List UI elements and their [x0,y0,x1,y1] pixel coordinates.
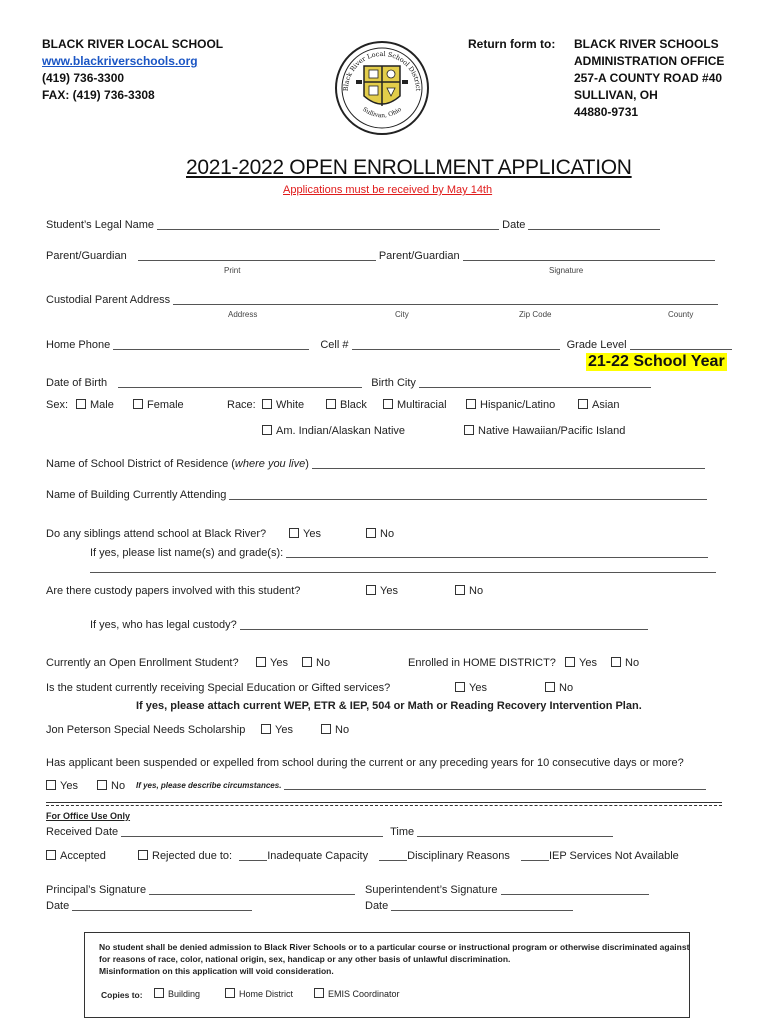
siblings-follow-label: If yes, please list name(s) and grade(s): [90,547,284,559]
race-am-indian-option[interactable] [262,425,405,437]
dob-field[interactable] [118,387,362,388]
option-label: Accepted [60,850,106,862]
option-label: Native Hawaiian/Pacific Island [478,425,626,437]
signature-caption: Signature [549,266,584,275]
sex-male-option[interactable] [76,399,114,411]
page-title: 2021-2022 OPEN ENROLLMENT APPLICATION [186,156,632,179]
checkbox[interactable] [455,585,465,595]
option-label: Asian [592,399,620,411]
rejected-checkbox[interactable] [138,850,148,860]
building-field[interactable] [229,499,707,500]
principal-sig-row [46,884,355,896]
home-phone-field[interactable] [113,349,309,350]
zip-caption: Zip Code [519,310,552,319]
parent-sig-label: Parent/Guardian [378,250,460,262]
option-label: White [276,399,305,411]
print-caption: Print [224,266,241,275]
district-label-italic: where you live [234,458,306,470]
suspended-follow-label: If yes, please describe circumstances. [136,781,282,790]
reason-iep-label: IEP Services Not Available [548,850,679,862]
option-label: Am. Indian/Alaskan Native [276,425,406,437]
race-black-option[interactable] [326,399,367,411]
siblings-field[interactable] [286,557,708,558]
siblings-no-option[interactable] [366,528,394,540]
option-label: EMIS Coordinator [328,989,400,999]
checkbox[interactable] [326,399,336,409]
checkbox[interactable] [262,399,272,409]
checkbox[interactable] [289,528,299,538]
checkbox[interactable] [76,399,86,409]
return-label: Return form to: [468,37,556,51]
address-label: Custodial Parent Address [46,294,171,306]
nondiscrimination-notice [84,932,690,1018]
copies-label: Copies to: [101,990,143,1000]
reason-iep-field[interactable] [521,860,549,861]
home-district-yes-option[interactable] [565,657,597,669]
siblings-field-extra[interactable] [90,572,716,573]
special-ed-note: If yes, please attach current WEP, ETR & IEP, 504 or Math or Reading Recovery Intervention Plan. [136,700,642,712]
parent-label: Parent/Guardian [46,250,127,262]
suspended-field[interactable] [284,789,706,790]
received-date-label: Received Date [46,826,119,838]
race-label: Race: [227,399,256,411]
option-label: No [469,585,484,597]
school-name: BLACK RIVER LOCAL SCHOOL [42,37,224,51]
office-divider-bottom [46,805,722,806]
checkbox[interactable] [455,682,465,692]
open-enroll-question: Currently an Open Enrollment Student? [46,657,239,669]
home-district-question: Enrolled in HOME DISTRICT? [408,657,556,669]
checkbox[interactable] [261,724,271,734]
dob-row [46,377,651,389]
grade-level-field[interactable] [630,349,732,350]
received-date-field[interactable] [121,836,383,837]
open-enroll-no-option[interactable] [302,657,330,669]
copy-building-option[interactable] [154,988,200,999]
checkbox[interactable] [225,988,235,998]
option-label: Building [168,989,201,999]
time-label: Time [390,826,415,838]
address-caption: Address [228,310,258,319]
checkbox[interactable] [302,657,312,667]
super-date-label: Date [365,900,389,912]
super-date-field[interactable] [391,910,573,911]
option-label: Multiracial [397,399,447,411]
school-fax: FAX: (419) 736-3308 [42,88,155,102]
grade-level-label: Grade Level [566,339,627,351]
race-hawaiian-option[interactable] [464,425,625,437]
student-name-field[interactable] [157,229,499,230]
super-sig-label: Superintendent’s Signature [365,884,498,896]
home-district-no-option[interactable] [611,657,639,669]
dob-label: Date of Birth [46,377,108,389]
district-row [46,458,705,470]
checkbox[interactable] [611,657,621,667]
date-label: Date [502,219,526,231]
sex-label: Sex: [46,399,69,411]
siblings-extra-row [90,562,716,574]
accepted-option[interactable] [46,850,106,862]
custody-follow-label: If yes, who has legal custody? [90,619,237,631]
option-label: Yes [469,682,487,694]
parent-signature-field[interactable] [463,260,715,261]
reason-disciplinary-field[interactable] [379,860,407,861]
return-line-3: 257-A COUNTY ROAD #40 [574,71,723,85]
open-enroll-yes-option[interactable] [256,657,288,669]
option-label: Home District [239,989,294,999]
siblings-follow-row [90,547,708,559]
suspended-no-option[interactable] [97,780,125,792]
district-field[interactable] [312,468,705,469]
custody-no-option[interactable] [455,585,483,597]
county-caption: County [668,310,694,319]
home-phone-label: Home Phone [46,339,111,351]
parent-row [46,250,715,262]
checkbox[interactable] [466,399,476,409]
office-divider-top [46,802,722,803]
cell-label: Cell # [320,339,349,351]
rejected-row [138,850,679,862]
date-field[interactable] [528,229,660,230]
suspended-yes-option[interactable] [46,780,78,792]
checkbox[interactable] [46,850,56,860]
notice-line-2: for reasons of race, color, national origin, sex, handicap or any other basis of unlawful discrimination. [99,954,511,964]
option-label: Yes [270,657,288,669]
option-label: Yes [275,724,293,736]
checkbox[interactable] [154,988,164,998]
suspended-question: Has applicant been suspended or expelled from school during the current or any preceding years for 10 consecutive days or more? [46,757,684,769]
reason-capacity-field[interactable] [239,860,267,861]
seal-top-text: Black River Local School District [341,49,423,92]
super-sig-row [365,884,649,896]
super-sig-field[interactable] [501,894,649,895]
student-name-row [46,219,660,231]
option-label: No [335,724,350,736]
checkbox[interactable] [314,988,324,998]
checkbox[interactable] [464,425,474,435]
option-label: Yes [303,528,321,540]
parent-print-field[interactable] [138,260,376,261]
principal-sig-label: Principal’s Signature [46,884,147,896]
district-label: Name of School District of Residence ( [46,458,235,470]
special-ed-question: Is the student currently receiving Special Education or Gifted services? [46,682,391,694]
checkbox[interactable] [97,780,107,790]
peterson-yes-option[interactable] [261,724,293,736]
option-label: No [111,780,126,792]
super-date-row [365,900,573,912]
peterson-question: Jon Peterson Special Needs Scholarship [46,724,246,736]
option-label: Male [90,399,114,411]
district-seal [334,40,430,136]
option-label: No [625,657,640,669]
principal-date-field[interactable] [72,910,252,911]
checkbox[interactable] [366,585,376,595]
option-label: No [559,682,574,694]
time-field[interactable] [417,836,613,837]
custody-question: Are there custody papers involved with this student? [46,585,301,597]
school-year-badge: 21-22 School Year [588,353,725,370]
option-label: No [380,528,395,540]
phone-row [46,339,732,351]
copy-home-district-option[interactable] [225,988,293,999]
siblings-question: Do any siblings attend school at Black River? [46,528,267,540]
checkbox[interactable] [256,657,266,667]
return-line-1: BLACK RIVER SCHOOLS [574,37,719,51]
checkbox[interactable] [262,425,272,435]
peterson-no-option[interactable] [321,724,349,736]
checkbox[interactable] [565,657,575,667]
option-label: No [316,657,331,669]
office-use-title: For Office Use Only [46,811,131,821]
return-line-5: 44880-9731 [574,105,639,119]
special-ed-no-option[interactable] [545,682,573,694]
checkbox[interactable] [321,724,331,734]
checkbox[interactable] [46,780,56,790]
rejected-label: Rejected due to: [152,850,233,862]
custody-yes-option[interactable] [366,585,398,597]
birth-city-label: Birth City [371,377,416,389]
birth-city-field[interactable] [419,387,651,388]
return-line-4: SULLIVAN, OH [574,88,658,102]
school-phone: (419) 736-3300 [42,71,125,85]
option-label: Black [340,399,367,411]
checkbox[interactable] [578,399,588,409]
custody-field[interactable] [240,629,648,630]
principal-date-row [46,900,252,912]
race-multiracial-option[interactable] [383,399,447,411]
received-row [46,826,613,838]
option-label: Yes [380,585,398,597]
reason-capacity-label: Inadequate Capacity [267,850,369,862]
siblings-yes-option[interactable] [289,528,321,540]
cell-field[interactable] [352,349,560,350]
checkbox[interactable] [366,528,376,538]
race-white-option[interactable] [262,399,304,411]
address-field[interactable] [173,304,718,305]
website-link[interactable]: www.blackriverschools.org [42,54,198,68]
checkbox[interactable] [133,399,143,409]
special-ed-yes-option[interactable] [455,682,487,694]
option-label: Yes [60,780,78,792]
suspended-follow-row [136,781,706,790]
notice-line-3: Misinformation on this application will void consideration. [99,966,334,976]
reason-disciplinary-label: Disciplinary Reasons [407,850,510,862]
building-label: Name of Building Currently Attending [46,489,227,501]
race-hispanic-option[interactable] [466,399,555,411]
district-label-end: ) [305,458,309,470]
address-row [46,294,718,306]
seal-bottom-text: Sullivan, Ohio [361,105,403,120]
sex-female-option[interactable] [133,399,184,411]
race-asian-option[interactable] [578,399,620,411]
building-row [46,489,707,501]
option-label: Yes [579,657,597,669]
copy-emis-option[interactable] [314,988,400,999]
return-line-2: ADMINISTRATION OFFICE [574,54,725,68]
option-label: Female [147,399,184,411]
principal-sig-field[interactable] [149,894,355,895]
notice-line-1: No student shall be denied admission to Black River Schools or to a particular course or instructional program or otherwise discriminated against [99,942,690,952]
option-label: Hispanic/Latino [480,399,556,411]
checkbox[interactable] [383,399,393,409]
principal-date-label: Date [46,900,70,912]
student-name-label: Student’s Legal Name [46,219,155,231]
city-caption: City [395,310,409,319]
checkbox[interactable] [545,682,555,692]
custody-follow-row [90,619,648,631]
deadline-notice: Applications must be received by May 14th [283,184,493,196]
